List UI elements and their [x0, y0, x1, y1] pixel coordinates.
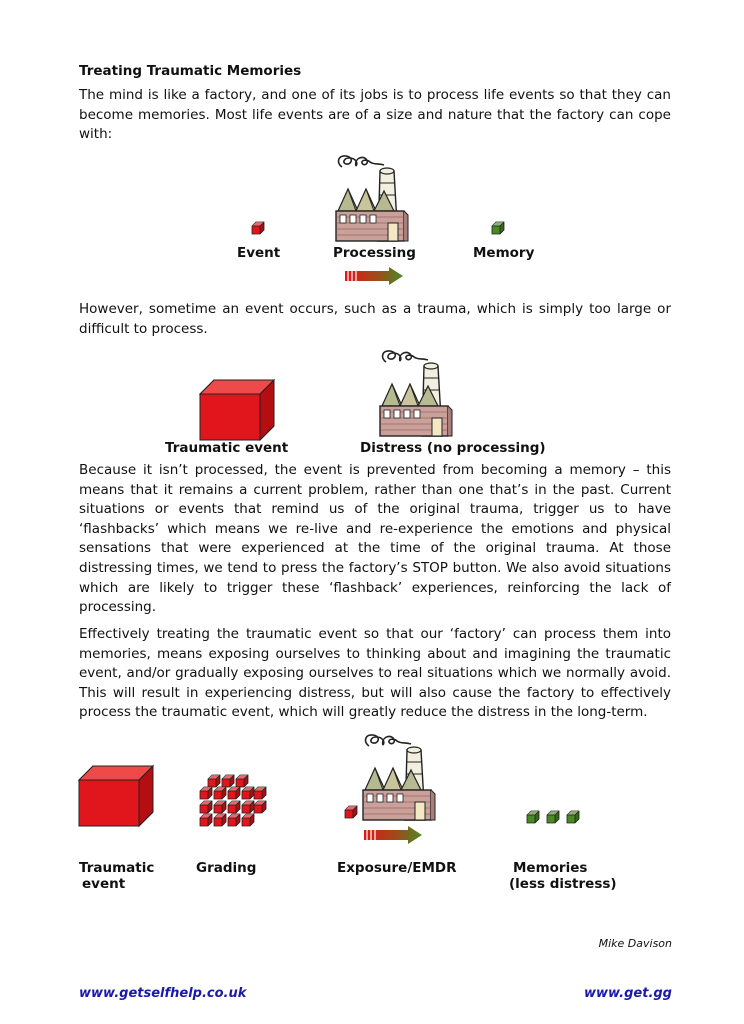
factory-illustration-3 — [361, 732, 437, 822]
traumatic-event-block — [200, 380, 276, 442]
memory-cubes — [527, 811, 587, 827]
label-grading: Grading — [196, 860, 257, 876]
footer-link-right[interactable]: www.get.gg — [583, 986, 672, 1001]
factory-illustration-1 — [334, 153, 410, 243]
memory-cube — [492, 222, 506, 236]
label-exposure: Exposure/EMDR — [337, 860, 457, 876]
effectively-paragraph: Effectively treating the traumatic event so that our ‘factory’ can process them into memories, means exposing ourselves to thinking about and imagining the traumatic event, and/or gradually exposing ourselves to real situations which we normally avoid. This will result in experiencing distress, but will also cause the factory to effectively process the traumatic event, which will greatly reduce the distress in the long-term. — [79, 626, 671, 721]
page-title: Treating Traumatic Memories — [79, 63, 302, 79]
processing-arrow-1 — [345, 267, 405, 287]
label-processing: Processing — [333, 245, 416, 261]
because-paragraph: Because it isn’t processed, the event is prevented from becoming a memory – this means that it remains a current problem, rather than one that’s in the past. Current situations or events that remind us of the original trauma, trigger us to have ‘flashbacks’ which means we re-live and re-experience the emotions and physical sensations that were experienced at the time of the original trauma. At those distressing times, we tend to press the factory’s STOP button. We also avoid situations which are likely to trigger these ‘flashback’ experiences, reinforcing the lack of processing. — [79, 462, 671, 616]
however-paragraph: However, sometime an event occurs, such as a trauma, which is simply too large or difficult to process. — [79, 301, 671, 337]
label-traumatic-event-2 — [79, 860, 154, 892]
label-distress: Distress (no processing) — [360, 440, 546, 456]
label-memories-line1: Memories — [513, 860, 588, 876]
label-event: Event — [237, 245, 281, 261]
grading-cubes — [200, 773, 270, 829]
label-memories — [509, 860, 617, 892]
factory-illustration-2 — [378, 348, 454, 438]
intro-paragraph: The mind is like a factory, and one of its jobs is to process life events so that they can become memories. Most life events are of a size and nature that the factory can cope with: — [79, 87, 671, 143]
label-memory: Memory — [473, 245, 535, 261]
label-memories-line2: (less distress) — [509, 876, 617, 892]
label-traumatic-line1: Traumatic — [79, 860, 155, 876]
event-cube — [252, 222, 266, 236]
input-cube — [345, 806, 359, 820]
traumatic-event-block-2 — [79, 766, 155, 828]
author: Mike Davison — [598, 937, 672, 950]
footer-link-left[interactable]: www.getselfhelp.co.uk — [79, 986, 247, 1001]
processing-arrow-2 — [364, 826, 424, 846]
label-traumatic-event: Traumatic event — [165, 440, 289, 456]
label-traumatic-line2: event — [82, 876, 126, 892]
